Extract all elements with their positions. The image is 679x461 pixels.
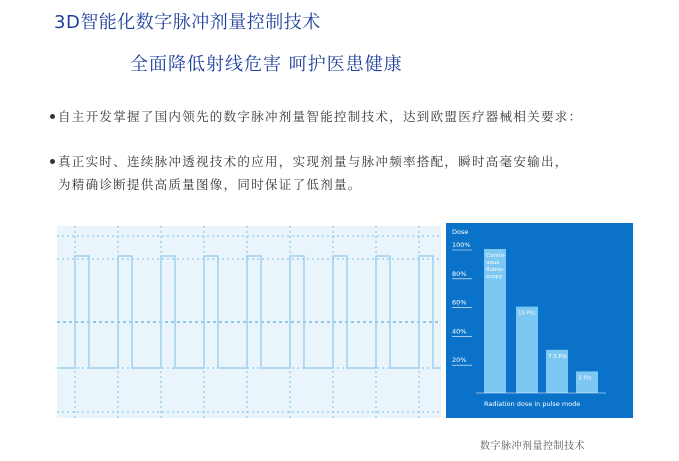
bar-label: 15 P/s — [518, 310, 536, 317]
pulse-waveform-figure — [57, 226, 441, 418]
y-tick-label: 40% — [452, 327, 467, 336]
dose-bar-chart — [446, 223, 633, 418]
figure-caption: 数字脉冲剂量控制技术 — [480, 441, 585, 452]
pulse-waveform-svg — [57, 226, 441, 418]
dose-chart-svg — [446, 223, 633, 418]
bar-label: scopy — [486, 274, 503, 280]
page-title: 3D智能化数字脉冲剂量控制技术 — [54, 12, 321, 33]
y-tick-label: 80% — [452, 269, 467, 278]
bullet-item — [58, 150, 618, 196]
bar-label: 3 P/s — [578, 375, 592, 382]
bullet-text: 真正实时、连续脉冲透视技术的应用，实现剂量与脉冲频率搭配，瞬时高毫安输出， — [58, 154, 569, 169]
bar-label: 7.5 P/s — [548, 353, 567, 360]
bullet-dot-icon — [50, 159, 55, 164]
y-tick-label: 20% — [452, 356, 467, 365]
x-axis-label: Radiation dose in pulse mode — [484, 400, 581, 408]
bullet-text: 自主开发掌握了国内领先的数字脉冲剂量智能控制技术，达到欧盟医疗器械相关要求： — [58, 109, 583, 124]
bar-label: fluoro- — [486, 267, 505, 273]
y-tick-label: 60% — [452, 298, 467, 307]
bullet-text-continued: 为精确诊断提供高质量图像，同时保证了低剂量。 — [58, 177, 362, 192]
dose-bar — [516, 307, 538, 393]
bullet-dot-icon — [50, 114, 55, 119]
bar-label: Contin- — [486, 253, 507, 259]
bullet-item — [58, 105, 582, 128]
y-axis-label: Dose — [452, 228, 469, 236]
page-subtitle: 全面降低射线危害 呵护医患健康 — [130, 54, 403, 75]
bar-label: uous — [486, 260, 500, 266]
y-tick-label: 100% — [452, 241, 471, 249]
pulse-train-line — [57, 256, 441, 368]
